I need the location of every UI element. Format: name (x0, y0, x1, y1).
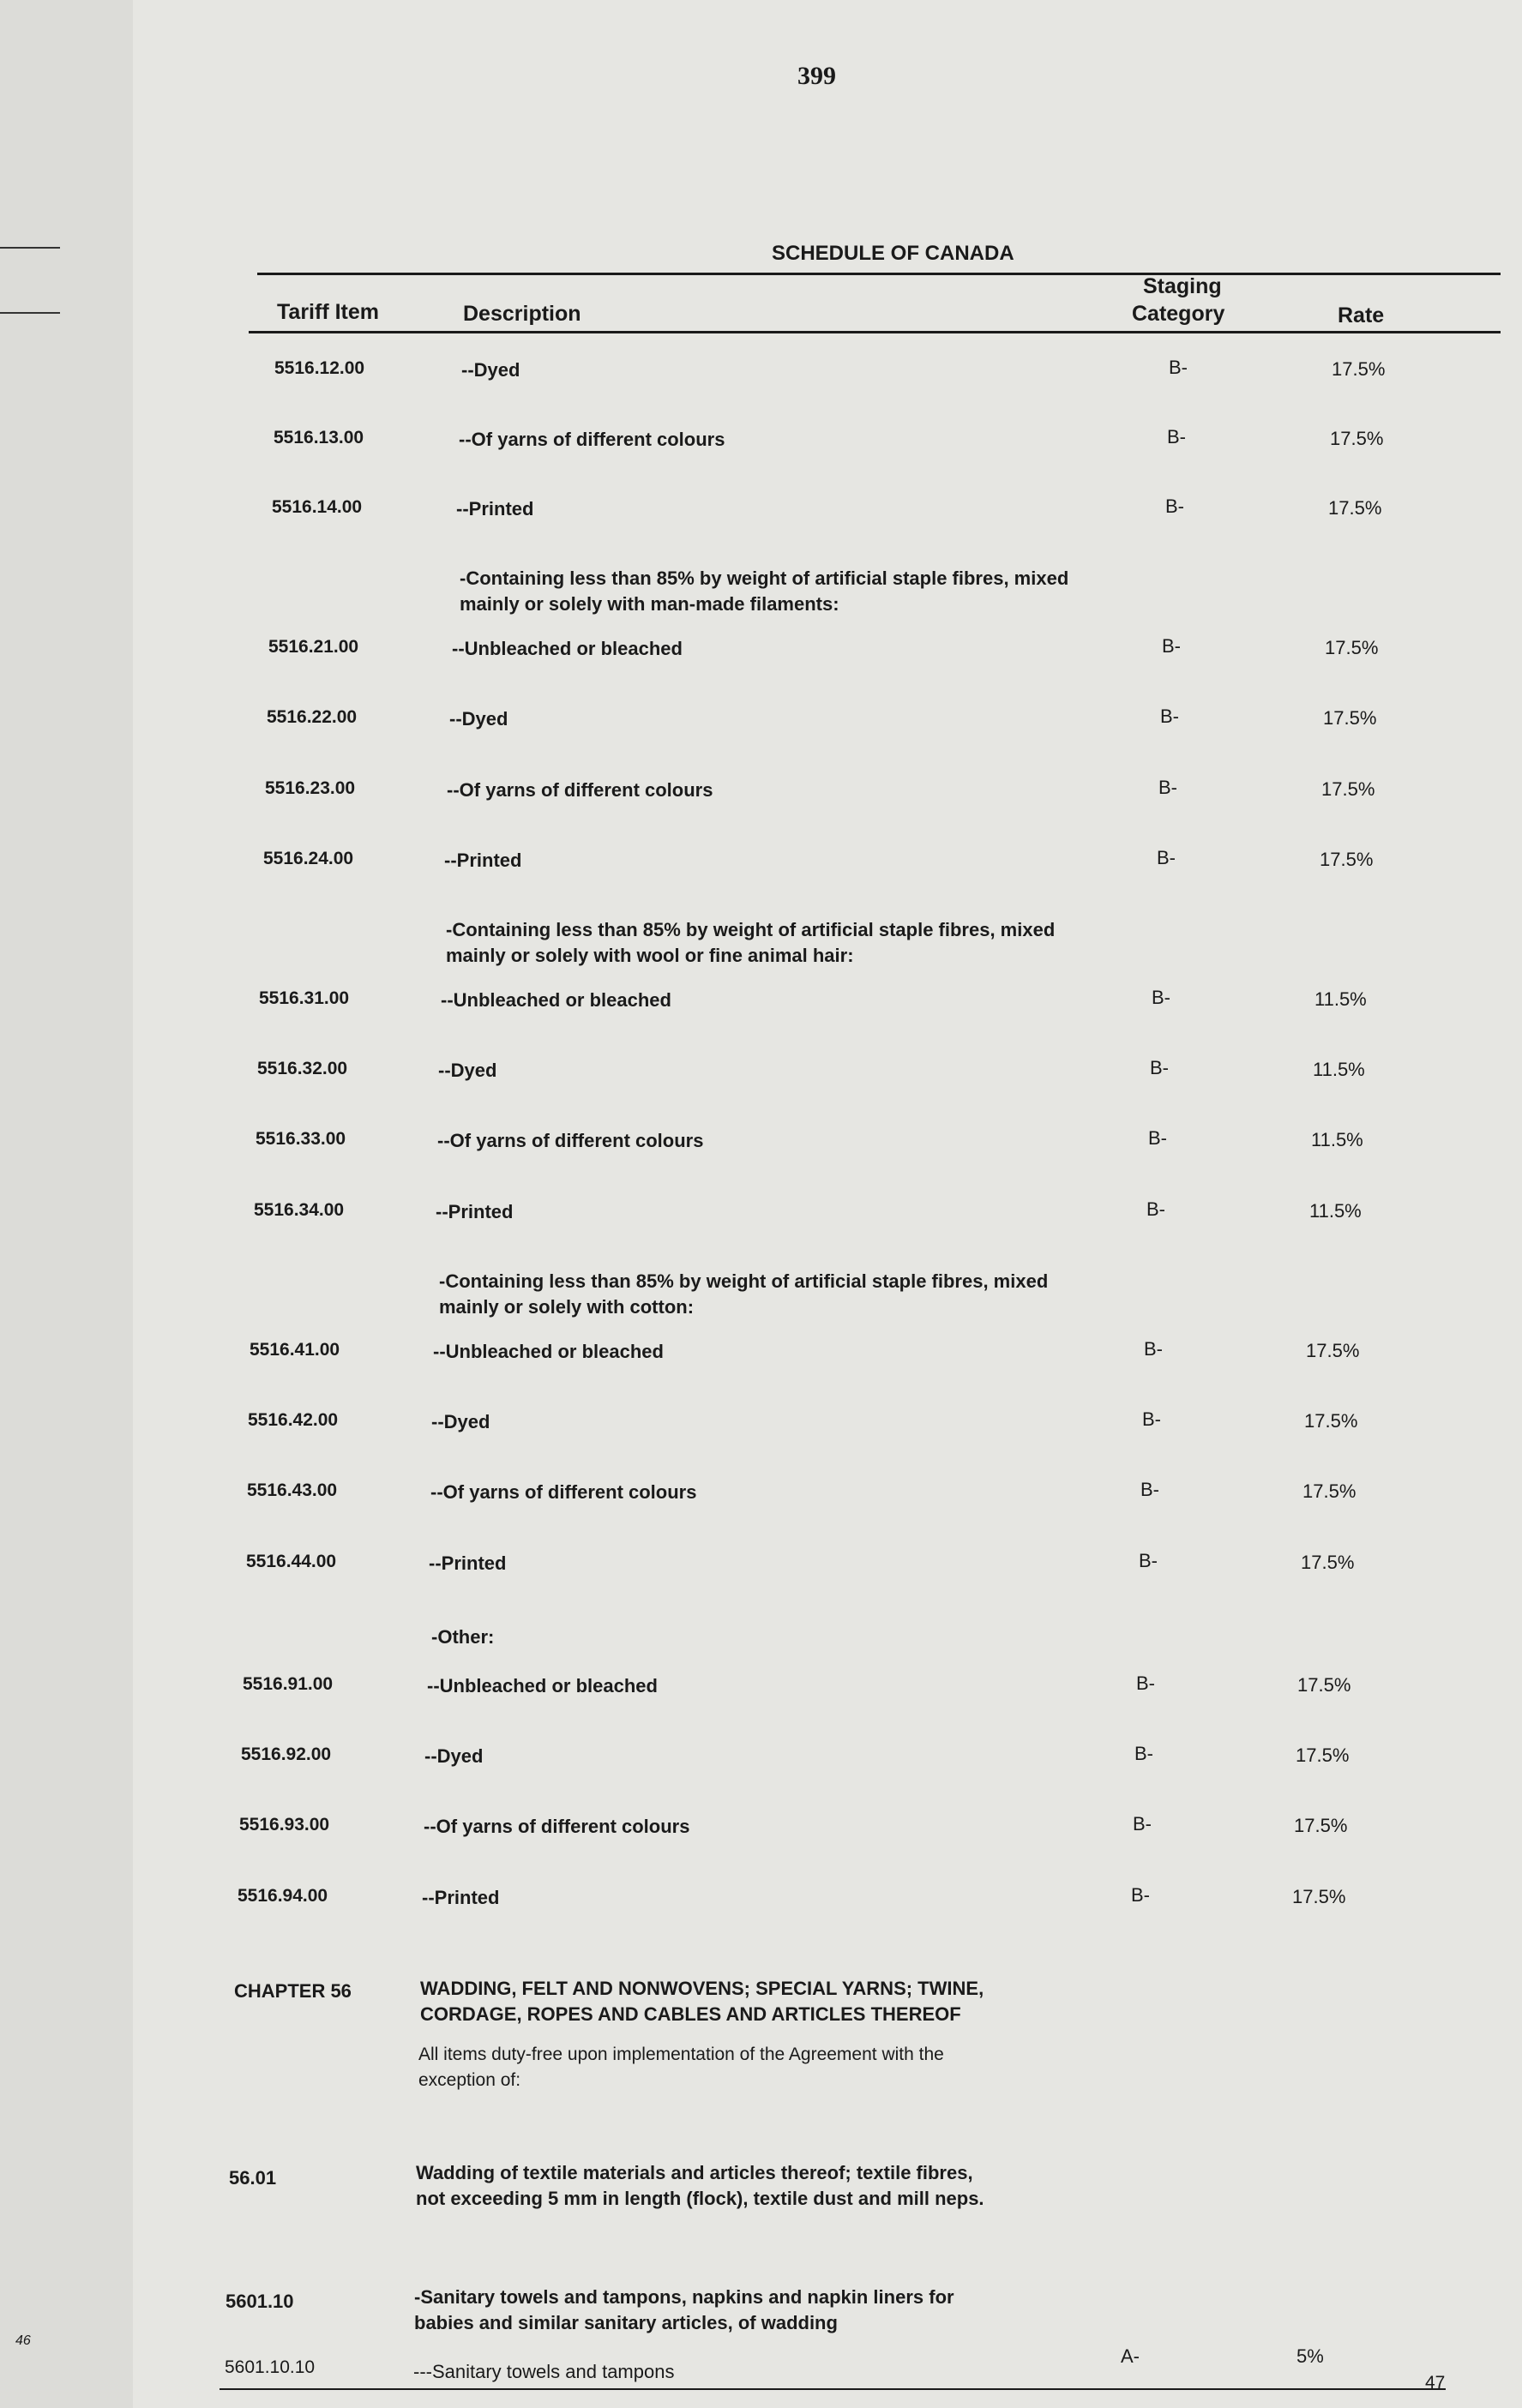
staging-category: B- (1139, 1550, 1158, 1571)
staging-category: B- (1158, 777, 1177, 798)
rate-value: 17.5% (1304, 1410, 1358, 1432)
tariff-code: 5601.10.10 (225, 2357, 316, 2377)
item-description: --Of yarns of different colours (459, 429, 725, 450)
rate-value: 17.5% (1321, 778, 1375, 800)
staging-category: B- (1144, 1338, 1163, 1360)
staging-category: B- (1133, 1813, 1152, 1835)
item-description: ---Sanitary towels and tampons (413, 2361, 675, 2382)
rate-value: 17.5% (1328, 497, 1382, 519)
table-row (0, 1480, 1522, 1515)
staging-category: B- (1148, 1127, 1167, 1149)
rate-value: 17.5% (1330, 428, 1384, 449)
rate-value: 17.5% (1332, 358, 1386, 380)
chapter-code: CHAPTER 56 (234, 1980, 352, 2002)
item-description: --Printed (444, 850, 522, 871)
rate-value: 17.5% (1294, 1815, 1348, 1836)
item-description: --Of yarns of different colours (447, 779, 713, 801)
tariff-code: 5516.12.00 (274, 358, 365, 378)
table-row (0, 778, 1522, 813)
header-bottom-rule (249, 331, 1501, 333)
rate-value: 17.5% (1296, 1744, 1350, 1766)
rate-value: 17.5% (1325, 637, 1379, 658)
header-rate: Rate (1338, 303, 1385, 327)
rate-value: 17.5% (1302, 1480, 1357, 1502)
section-heading: -Other: (431, 1626, 495, 1648)
staging-category: B- (1142, 1408, 1161, 1430)
table-row (0, 358, 1522, 393)
footer-rule (220, 2388, 1446, 2390)
tariff-code: 5516.23.00 (265, 778, 356, 798)
table-row (0, 707, 1522, 742)
tariff-code: 5516.21.00 (268, 637, 359, 657)
item-description: --Unbleached or bleached (452, 638, 683, 659)
tariff-code: 5516.41.00 (250, 1340, 340, 1360)
staging-category: B- (1146, 1198, 1165, 1220)
header-top-rule (257, 273, 1501, 275)
staging-category: B- (1150, 1057, 1169, 1078)
page-number: 399 (797, 62, 836, 90)
item-description: --Unbleached or bleached (433, 1341, 664, 1362)
table-row (0, 1200, 1522, 1234)
tariff-code: 5516.93.00 (239, 1815, 330, 1835)
header-tariff-item: Tariff Item (277, 300, 379, 324)
section-heading: -Containing less than 85% by weight of artificial staple fibres, mixed mainly or solely with cotton: (439, 1270, 1049, 1318)
tariff-code: 5516.22.00 (267, 707, 358, 727)
table-row (0, 849, 1522, 883)
item-code: 5601.10 (226, 2291, 294, 2312)
rate-value: 17.5% (1323, 707, 1377, 729)
rate-value: 17.5% (1301, 1552, 1355, 1573)
tariff-code: 5516.92.00 (241, 1744, 332, 1764)
item-description: --Dyed (431, 1411, 490, 1432)
tariff-code: 5516.43.00 (247, 1480, 338, 1500)
table-row (0, 988, 1522, 1023)
item-description: --Printed (456, 498, 534, 519)
table-row (0, 428, 1522, 462)
heading-code: 56.01 (229, 2167, 277, 2189)
tariff-code: 5516.32.00 (257, 1059, 348, 1078)
tariff-code: 5516.94.00 (238, 1886, 328, 1906)
table-row (0, 1674, 1522, 1708)
staging-category: B- (1157, 847, 1176, 868)
table-row (0, 1340, 1522, 1374)
header-description: Description (463, 302, 581, 326)
tariff-code: 5516.14.00 (272, 497, 363, 517)
table-row (0, 637, 1522, 671)
schedule-title: SCHEDULE OF CANADA (772, 242, 1014, 265)
rate-value: 17.5% (1297, 1674, 1351, 1696)
item-description: --Printed (436, 1201, 514, 1222)
rate-value: 11.5% (1313, 1059, 1365, 1080)
item-description: --Dyed (449, 708, 508, 730)
table-row (0, 1886, 1522, 1920)
staging-category: B- (1140, 1479, 1159, 1500)
header-staging-line2: Category (1132, 302, 1225, 326)
staging-category: B- (1167, 426, 1186, 447)
item-description: --Dyed (461, 359, 520, 381)
rate-value: 11.5% (1309, 1200, 1362, 1222)
heading-description: Wadding of textile materials and articles thereof; textile fibres, not exceeding 5 mm in length (flock), textile dust and mill neps. (416, 2162, 984, 2209)
rate-value: 11.5% (1314, 988, 1367, 1010)
item-description: --Dyed (424, 1745, 484, 1767)
staging-category: B- (1162, 635, 1181, 657)
margin-line (0, 247, 60, 249)
tariff-code: 5516.44.00 (246, 1552, 337, 1571)
item-description: --Printed (422, 1887, 500, 1908)
item-description: --Of yarns of different colours (424, 1816, 690, 1837)
rate-value: 11.5% (1311, 1129, 1363, 1150)
section-heading: -Containing less than 85% by weight of artificial staple fibres, mixed mainly or solely with man-made filaments: (460, 567, 1069, 615)
rate-value: 5% (1296, 2345, 1324, 2367)
table-row (0, 1129, 1522, 1163)
item-description: --Dyed (438, 1060, 497, 1081)
staging-category: B- (1160, 706, 1179, 727)
table-row (0, 1744, 1522, 1779)
tariff-code: 5516.91.00 (243, 1674, 334, 1694)
staging-category: B- (1134, 1743, 1153, 1764)
table-row (0, 1815, 1522, 1849)
tariff-code: 5516.42.00 (248, 1410, 339, 1430)
section-heading: -Containing less than 85% by weight of artificial staple fibres, mixed mainly or solely with wool or fine animal hair: (446, 919, 1056, 966)
table-row (0, 1059, 1522, 1093)
footer-page-number: 47 (1425, 2373, 1446, 2393)
table-row (0, 1410, 1522, 1444)
rate-value: 17.5% (1292, 1886, 1346, 1907)
table-row (0, 2345, 1522, 2392)
chapter-note: All items duty-free upon implementation of the Agreement with the exception of: (418, 2045, 944, 2090)
table-row (0, 497, 1522, 531)
tariff-code: 5516.13.00 (274, 428, 364, 447)
rate-value: 17.5% (1320, 849, 1374, 870)
item-description: --Unbleached or bleached (427, 1675, 658, 1696)
staging-category: B- (1152, 987, 1170, 1008)
tariff-code: 5516.33.00 (256, 1129, 346, 1149)
item-description: -Sanitary towels and tampons, napkins and napkin liners for babies and similar sanitary articles, of wadding (414, 2286, 954, 2333)
tariff-code: 5516.31.00 (259, 988, 350, 1008)
chapter-title: WADDING, FELT AND NONWOVENS; SPECIAL YARNS; TWINE, CORDAGE, ROPES AND CABLES AND ARTICLES THEREOF (420, 1978, 984, 2025)
tariff-code: 5516.34.00 (254, 1200, 345, 1220)
margin-line (0, 312, 60, 314)
table-row (0, 1552, 1522, 1586)
tariff-code: 5516.24.00 (263, 849, 354, 868)
item-description: --Of yarns of different colours (437, 1130, 704, 1151)
item-description: --Of yarns of different colours (430, 1481, 697, 1503)
rate-value: 17.5% (1306, 1340, 1360, 1361)
staging-category: A- (1121, 2345, 1140, 2367)
staging-category: B- (1165, 495, 1184, 517)
header-staging-line1: Staging (1143, 274, 1222, 298)
item-description: --Unbleached or bleached (441, 989, 671, 1011)
item-description: --Printed (429, 1552, 507, 1574)
side-page-number: 46 (15, 2333, 31, 2348)
staging-category: B- (1169, 357, 1188, 378)
staging-category: B- (1136, 1672, 1155, 1694)
staging-category: B- (1131, 1884, 1150, 1906)
